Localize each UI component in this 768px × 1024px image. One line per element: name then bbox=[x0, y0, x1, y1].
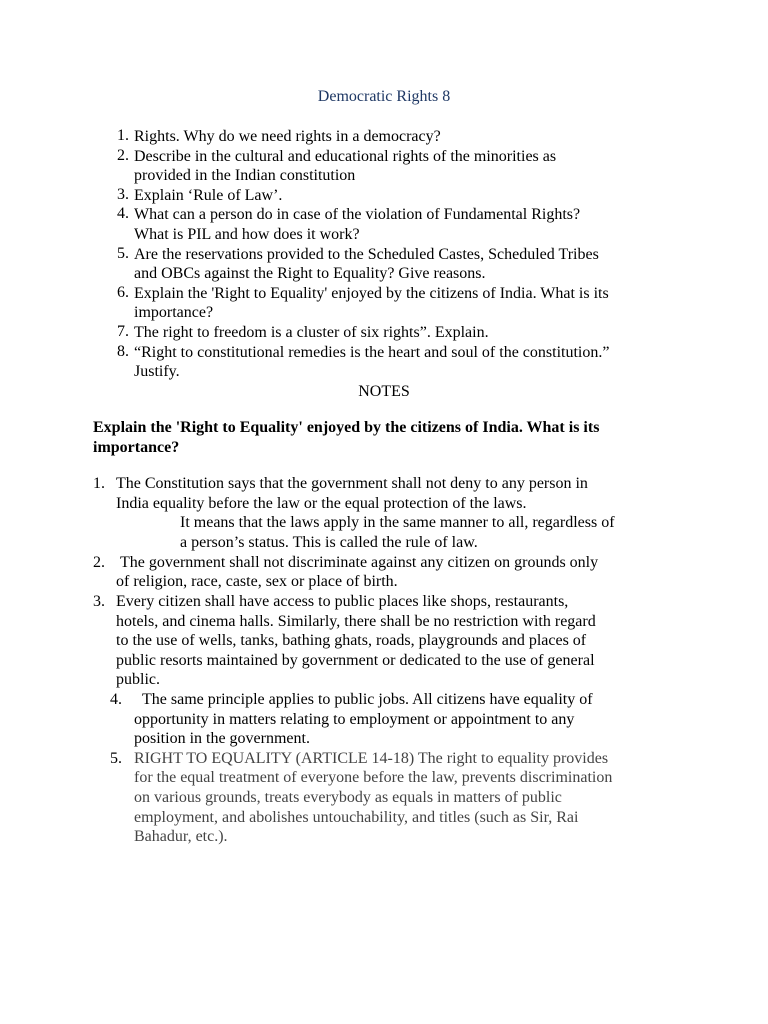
answer-line: of religion, race, caste, sex or place of birth. bbox=[116, 573, 398, 590]
answer-line: public. bbox=[116, 671, 160, 688]
answer-line: a person’s status. This is called the rule of law. bbox=[180, 534, 478, 551]
answer-line: The Constitution says that the government shall not deny to any person in bbox=[116, 475, 588, 492]
question-text: “Right to constitutional remedies is the heart and soul of the constitution.” bbox=[134, 343, 610, 361]
notes-heading: NOTES bbox=[358, 383, 410, 400]
question-number: 4. bbox=[117, 205, 129, 223]
answer-number: 2. bbox=[93, 554, 105, 571]
answer-number: 5. bbox=[110, 750, 122, 767]
question-text: The right to freedom is a cluster of six rights”. Explain. bbox=[134, 323, 489, 341]
question-number: 7. bbox=[117, 322, 129, 340]
question-text: importance? bbox=[134, 304, 214, 322]
question-number: 1. bbox=[117, 127, 129, 144]
question-item bbox=[0, 205, 768, 244]
question-item bbox=[0, 343, 768, 382]
answer-line: The same principle applies to public jobs. All citizens have equality of bbox=[142, 691, 593, 708]
document-title: Democratic Rights 8 bbox=[317, 88, 451, 105]
answer-line: employment, and abolishes untouchability, and titles (such as Sir, Rai bbox=[134, 809, 579, 826]
question-text: What can a person do in case of the violation of Fundamental Rights? bbox=[134, 206, 581, 224]
question-item bbox=[0, 186, 768, 206]
question-item bbox=[0, 245, 768, 284]
answer-line: It means that the laws apply in the same manner to all, regardless of bbox=[180, 514, 615, 531]
answer-number: 4. bbox=[110, 691, 122, 708]
question-number: 6. bbox=[117, 283, 129, 301]
question-text: and OBCs against the Right to Equality? Give reasons. bbox=[134, 265, 486, 283]
question-number: 2. bbox=[117, 146, 129, 164]
answer-line: opportunity in matters relating to employment or appointment to any bbox=[134, 711, 575, 728]
answer-line: public resorts maintained by government or dedicated to the use of general bbox=[116, 652, 595, 669]
question-text: What is PIL and how does it work? bbox=[134, 225, 360, 243]
question-text: Justify. bbox=[134, 363, 180, 381]
question-text: Rights. Why do we need rights in a democracy? bbox=[134, 128, 441, 145]
question-item bbox=[0, 323, 768, 343]
question-item bbox=[0, 147, 768, 186]
question-item bbox=[0, 127, 768, 147]
answer-line: Every citizen shall have access to public places like shops, restaurants, bbox=[116, 593, 569, 610]
question-text: Describe in the cultural and educational rights of the minorities as bbox=[134, 147, 557, 165]
question-list bbox=[0, 127, 768, 382]
question-number: 3. bbox=[117, 185, 129, 203]
question-number: 5. bbox=[117, 244, 129, 262]
answer-line: position in the government. bbox=[134, 730, 310, 747]
answer-number: 3. bbox=[93, 593, 105, 610]
question-text: Are the reservations provided to the Scheduled Castes, Scheduled Tribes bbox=[134, 245, 599, 263]
answer-question-heading: Explain the 'Right to Equality' enjoyed by the citizens of India. What is its importance? bbox=[93, 419, 600, 456]
answer-number: 1. bbox=[93, 475, 105, 492]
answer-line: on various grounds, treats everybody as equals in matters of public bbox=[134, 789, 562, 806]
answer-line: Bahadur, etc.). bbox=[134, 828, 228, 845]
question-item bbox=[0, 284, 768, 323]
question-text: provided in the Indian constitution bbox=[134, 167, 356, 185]
answer-line: hotels, and cinema halls. Similarly, there shall be no restriction with regard bbox=[116, 613, 596, 630]
answer-line: for the equal treatment of everyone before the law, prevents discrimination bbox=[134, 769, 613, 786]
answer-line: India equality before the law or the equal protection of the laws. bbox=[116, 495, 527, 512]
answer-line: to the use of wells, tanks, bathing ghats, roads, playgrounds and places of bbox=[116, 632, 587, 649]
question-number: 8. bbox=[117, 342, 129, 360]
question-text: Explain ‘Rule of Law’. bbox=[134, 186, 283, 204]
question-text: Explain the 'Right to Equality' enjoyed by the citizens of India. What is its bbox=[134, 284, 609, 302]
answer-line: The government shall not discriminate against any citizen on grounds only bbox=[120, 554, 599, 571]
answer-line: RIGHT TO EQUALITY (ARTICLE 14-18) The right to equality provides bbox=[134, 750, 609, 767]
